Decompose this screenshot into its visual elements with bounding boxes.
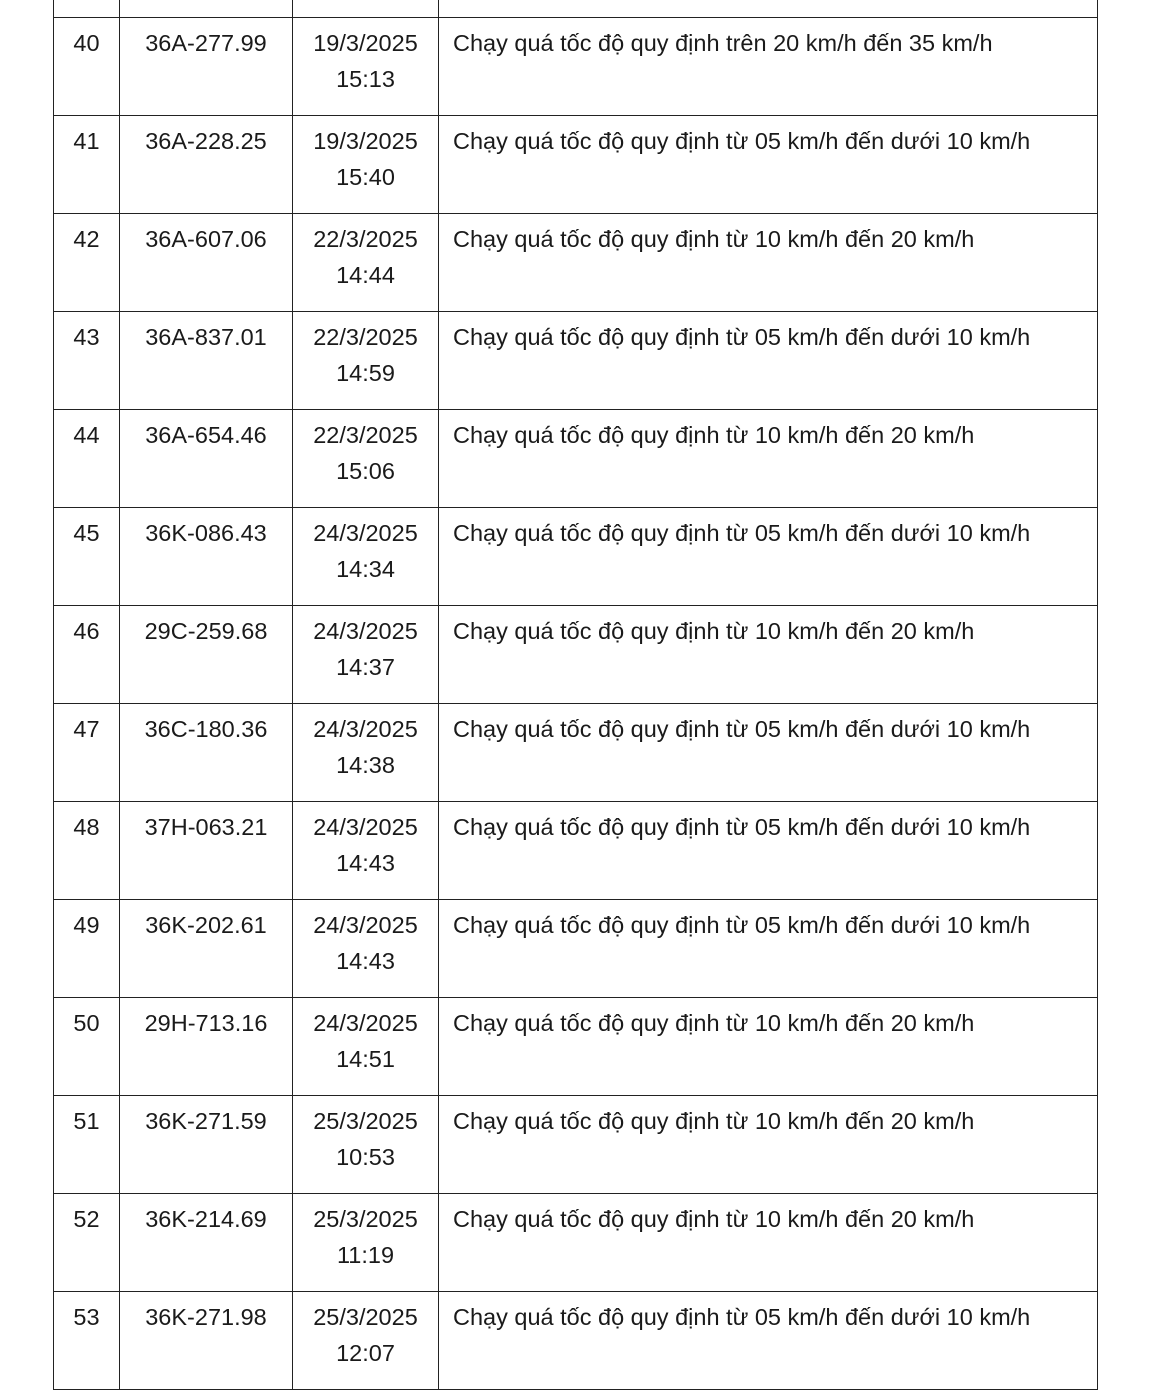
violation-date: 19/3/2025 bbox=[313, 128, 418, 154]
plate-cell bbox=[120, 1096, 293, 1194]
table-row bbox=[54, 802, 1098, 900]
plate-cell bbox=[120, 214, 293, 312]
row-number-cell bbox=[54, 18, 120, 116]
row-number: 40 bbox=[73, 30, 100, 56]
row-number: 43 bbox=[73, 324, 100, 350]
row-number-cell bbox=[54, 606, 120, 704]
violation-date: 19/3/2025 bbox=[313, 30, 418, 56]
table-row bbox=[54, 1194, 1098, 1292]
datetime-cell bbox=[293, 998, 439, 1096]
datetime-cell bbox=[293, 704, 439, 802]
violation-description: Chạy quá tốc độ quy định từ 05 km/h đến dưới 10 km/h bbox=[453, 912, 1031, 938]
plate-cell bbox=[120, 116, 293, 214]
row-number: 46 bbox=[73, 618, 100, 644]
plate-cell bbox=[120, 0, 293, 18]
datetime-cell bbox=[293, 1194, 439, 1292]
violation-time: 14:43 bbox=[336, 849, 395, 876]
description-cell bbox=[439, 802, 1098, 900]
violation-date: 22/3/2025 bbox=[313, 422, 418, 448]
row-number: 51 bbox=[73, 1108, 100, 1134]
violation-description: Chạy quá tốc độ quy định từ 05 km/h đến dưới 10 km/h bbox=[453, 1304, 1031, 1330]
row-number-cell bbox=[54, 312, 120, 410]
violation-date: 24/3/2025 bbox=[313, 618, 418, 644]
description-cell bbox=[439, 18, 1098, 116]
violation-date: 22/3/2025 bbox=[313, 324, 418, 350]
datetime-cell bbox=[293, 410, 439, 508]
table-row bbox=[54, 606, 1098, 704]
datetime-cell bbox=[293, 802, 439, 900]
description-cell bbox=[439, 312, 1098, 410]
license-plate: 36K-214.69 bbox=[145, 1206, 267, 1232]
violation-time: 10:53 bbox=[336, 1143, 395, 1170]
row-number: 44 bbox=[73, 422, 100, 448]
violation-description: Chạy quá tốc độ quy định từ 10 km/h đến 20 km/h bbox=[453, 1010, 975, 1036]
description-cell bbox=[439, 900, 1098, 998]
violation-date: 25/3/2025 bbox=[313, 1304, 418, 1330]
license-plate: 36A-277.99 bbox=[145, 30, 267, 56]
datetime-cell bbox=[293, 116, 439, 214]
violation-description: Chạy quá tốc độ quy định từ 10 km/h đến 20 km/h bbox=[453, 226, 975, 252]
violation-time: 15:40 bbox=[336, 163, 395, 190]
plate-cell bbox=[120, 900, 293, 998]
plate-cell bbox=[120, 704, 293, 802]
datetime-cell bbox=[293, 1292, 439, 1390]
description-cell bbox=[439, 0, 1098, 18]
description-cell bbox=[439, 1194, 1098, 1292]
violations-table-body bbox=[54, 0, 1098, 1390]
violation-description: Chạy quá tốc độ quy định từ 10 km/h đến 20 km/h bbox=[453, 618, 975, 644]
violation-time: 11:19 bbox=[336, 1241, 395, 1268]
license-plate: 36K-202.61 bbox=[145, 912, 267, 938]
row-number: 48 bbox=[73, 814, 100, 840]
violation-date: 22/3/2025 bbox=[313, 226, 418, 252]
table-row bbox=[54, 410, 1098, 508]
license-plate: 29H-713.16 bbox=[144, 1010, 268, 1036]
description-cell bbox=[439, 606, 1098, 704]
plate-cell bbox=[120, 508, 293, 606]
plate-cell bbox=[120, 1292, 293, 1390]
violation-date: 24/3/2025 bbox=[313, 1010, 418, 1036]
violation-date: 24/3/2025 bbox=[313, 814, 418, 840]
violation-description: Chạy quá tốc độ quy định trên 20 km/h đến 35 km/h bbox=[453, 30, 993, 56]
table-row bbox=[54, 312, 1098, 410]
violation-description: Chạy quá tốc độ quy định từ 10 km/h đến 20 km/h bbox=[453, 422, 975, 448]
license-plate: 36A-654.46 bbox=[145, 422, 267, 448]
datetime-cell bbox=[293, 1096, 439, 1194]
row-number: 42 bbox=[73, 226, 100, 252]
violation-time: 14:51 bbox=[336, 1045, 395, 1072]
table-row bbox=[54, 998, 1098, 1096]
table-row bbox=[54, 508, 1098, 606]
license-plate: 29C-259.68 bbox=[144, 618, 268, 644]
datetime-cell bbox=[293, 312, 439, 410]
description-cell bbox=[439, 704, 1098, 802]
plate-cell bbox=[120, 802, 293, 900]
table-row bbox=[54, 900, 1098, 998]
row-number-cell bbox=[54, 802, 120, 900]
license-plate: 36C-180.36 bbox=[144, 716, 268, 742]
description-cell bbox=[439, 998, 1098, 1096]
table-row bbox=[54, 704, 1098, 802]
violation-time: 14:43 bbox=[336, 947, 395, 974]
datetime-cell bbox=[293, 508, 439, 606]
license-plate: 36A-607.06 bbox=[145, 226, 267, 252]
datetime-cell bbox=[293, 214, 439, 312]
violation-date: 25/3/2025 bbox=[313, 1108, 418, 1134]
table-row bbox=[54, 18, 1098, 116]
row-number-cell bbox=[54, 704, 120, 802]
table-row bbox=[54, 1096, 1098, 1194]
plate-cell bbox=[120, 410, 293, 508]
violation-time: 12:07 bbox=[336, 1339, 395, 1366]
datetime-cell bbox=[293, 900, 439, 998]
plate-cell bbox=[120, 1194, 293, 1292]
description-cell bbox=[439, 1096, 1098, 1194]
row-number-cell bbox=[54, 410, 120, 508]
plate-cell bbox=[120, 998, 293, 1096]
violation-description: Chạy quá tốc độ quy định từ 05 km/h đến dưới 10 km/h bbox=[453, 814, 1031, 840]
description-cell bbox=[439, 116, 1098, 214]
violation-description: Chạy quá tốc độ quy định từ 05 km/h đến dưới 10 km/h bbox=[453, 520, 1031, 546]
table-row bbox=[54, 214, 1098, 312]
row-number: 49 bbox=[73, 912, 100, 938]
license-plate: 36K-271.98 bbox=[145, 1304, 267, 1330]
plate-cell bbox=[120, 18, 293, 116]
row-number-cell bbox=[54, 998, 120, 1096]
violation-time: 14:44 bbox=[336, 261, 395, 288]
table-row bbox=[54, 0, 1098, 18]
violation-description: Chạy quá tốc độ quy định từ 10 km/h đến 20 km/h bbox=[453, 1206, 975, 1232]
datetime-cell bbox=[293, 606, 439, 704]
row-number-cell bbox=[54, 900, 120, 998]
violation-description: Chạy quá tốc độ quy định từ 05 km/h đến dưới 10 km/h bbox=[453, 324, 1031, 350]
violation-time: 14:34 bbox=[336, 555, 395, 582]
violation-date: 24/3/2025 bbox=[313, 716, 418, 742]
violation-description: Chạy quá tốc độ quy định từ 05 km/h đến dưới 10 km/h bbox=[453, 716, 1031, 742]
row-number-cell bbox=[54, 116, 120, 214]
plate-cell bbox=[120, 312, 293, 410]
violation-time: 15:06 bbox=[336, 457, 395, 484]
table-row bbox=[54, 1292, 1098, 1390]
row-number-cell bbox=[54, 1292, 120, 1390]
datetime-cell bbox=[293, 0, 439, 18]
violation-description: Chạy quá tốc độ quy định từ 10 km/h đến 20 km/h bbox=[453, 1108, 975, 1134]
license-plate: 37H-063.21 bbox=[144, 814, 268, 840]
description-cell bbox=[439, 508, 1098, 606]
violation-time: 14:37 bbox=[336, 653, 395, 680]
row-number-cell bbox=[54, 0, 120, 18]
violations-table bbox=[53, 0, 1098, 1390]
datetime-cell bbox=[293, 18, 439, 116]
row-number: 52 bbox=[73, 1206, 100, 1232]
violation-time: 15:13 bbox=[336, 65, 395, 92]
description-cell bbox=[439, 410, 1098, 508]
violation-time: 14:38 bbox=[336, 751, 395, 778]
row-number: 41 bbox=[73, 128, 100, 154]
violation-time: 14:59 bbox=[336, 359, 395, 386]
license-plate: 36K-271.59 bbox=[145, 1108, 267, 1134]
row-number-cell bbox=[54, 1096, 120, 1194]
row-number-cell bbox=[54, 508, 120, 606]
table-row bbox=[54, 116, 1098, 214]
license-plate: 36A-837.01 bbox=[145, 324, 267, 350]
license-plate: 36K-086.43 bbox=[145, 520, 267, 546]
description-cell bbox=[439, 214, 1098, 312]
row-number: 47 bbox=[73, 716, 100, 742]
violation-date: 24/3/2025 bbox=[313, 912, 418, 938]
violation-description: Chạy quá tốc độ quy định từ 05 km/h đến dưới 10 km/h bbox=[453, 128, 1031, 154]
row-number: 53 bbox=[73, 1304, 100, 1330]
row-number-cell bbox=[54, 1194, 120, 1292]
plate-cell bbox=[120, 606, 293, 704]
license-plate: 36A-228.25 bbox=[145, 128, 267, 154]
row-number: 45 bbox=[73, 520, 100, 546]
row-number: 50 bbox=[73, 1010, 100, 1036]
row-number-cell bbox=[54, 214, 120, 312]
description-cell bbox=[439, 1292, 1098, 1390]
violation-date: 25/3/2025 bbox=[313, 1206, 418, 1232]
violation-date: 24/3/2025 bbox=[313, 520, 418, 546]
